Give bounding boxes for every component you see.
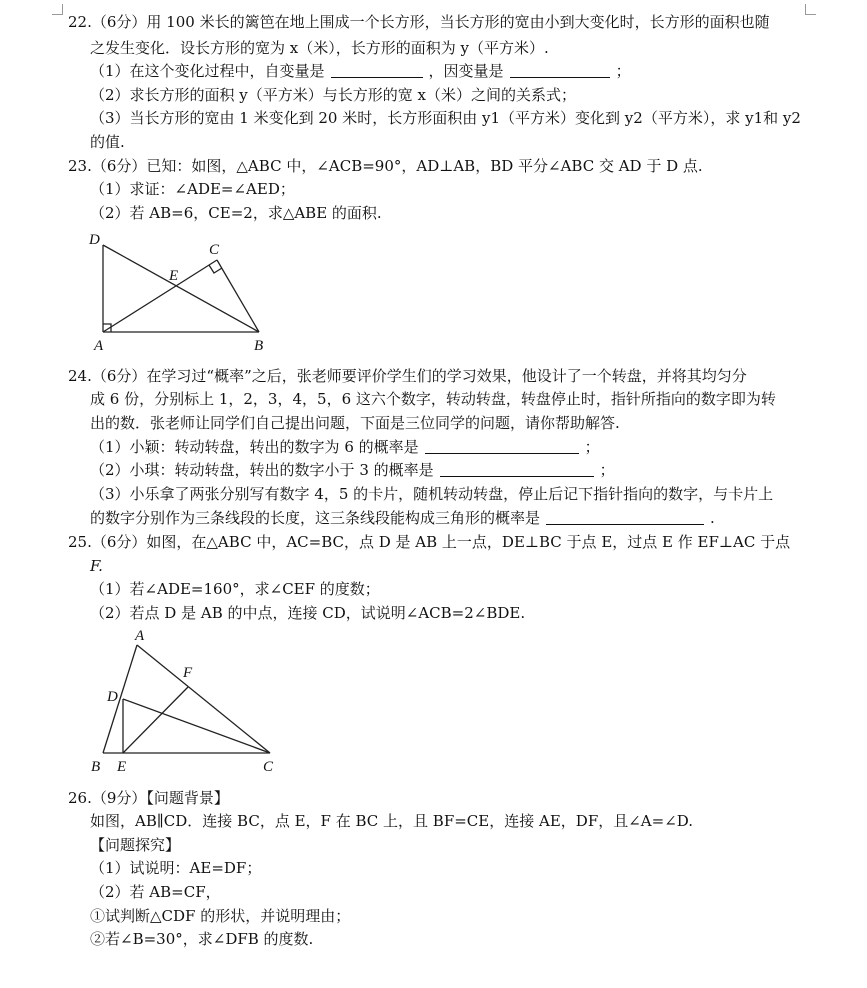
q22-blank-dependent[interactable]: [510, 63, 610, 78]
q24-line3: 出的数．张老师让同学们自己提出问题，下面是三位同学的问题，请你帮助解答.: [90, 414, 620, 432]
q24-part2: [90, 460, 615, 480]
q24-part3-end: .: [710, 509, 715, 527]
q25-seg-AC: [137, 645, 270, 753]
q25-label-F: F: [183, 665, 193, 681]
q24-line1: 24.（6分）在学习过“概率”之后，张老师要评价学生们的学习效果，他设计了一个转盘，并将其均匀分: [68, 367, 747, 385]
q23-seg-AC: [103, 260, 217, 332]
q24-part3-cont-text: 的数字分别作为三条线段的长度，这三条线段能构成三角形的概率是: [90, 509, 541, 527]
q24-blank-2[interactable]: [440, 462, 594, 477]
q24-part3-cont: [90, 508, 715, 528]
q24-blank-3[interactable]: [546, 510, 704, 525]
q23-line1: 23.（6分）已知：如图，△ABC 中，∠ACB=90°，AD⊥AB，BD 平分∠ABC 交 AD 于 D 点.: [68, 157, 703, 175]
q23-label-B: B: [254, 338, 264, 354]
q22-line2: 之发生变化．设长方形的宽为 x（米），长方形的面积为 y（平方米）.: [90, 39, 549, 57]
q24-part2-end: ；: [599, 461, 615, 479]
q23-label-A: A: [94, 338, 104, 354]
q26-part1: （1）试说明：AE=DF；: [90, 859, 262, 877]
q25-part2: （2）若点 D 是 AB 的中点，连接 CD，试说明∠ACB=2∠BDE.: [90, 604, 526, 622]
q25-label-C: C: [263, 759, 274, 775]
q22-part1: [90, 61, 631, 81]
q22-line1: 22.（6分）用 100 米长的篱笆在地上围成一个长方形，当长方形的宽由小到大变化时，长方形的面积也随: [68, 13, 770, 31]
q24-part2-text: （2）小琪：转动转盘，转出的数字小于 3 的概率是: [90, 461, 434, 479]
q26-line2: 如图，AB∥CD．连接 BC，点 E，F 在 BC 上，且 BF=CE，连接 AE，DF，且∠A=∠D.: [90, 812, 694, 830]
q25-label-A: A: [135, 628, 145, 644]
q24-part3: （3）小乐拿了两张分别写有数字 4，5 的卡片，随机转动转盘，停止后记下指针指向的数字，与卡片上: [90, 485, 774, 503]
q25-line1: 25.（6分）如图，在△ABC 中，AC=BC，点 D 是 AB 上一点，DE⊥BC 于点 E，过点 E 作 EF⊥AC 于点: [68, 533, 791, 551]
q22-part1-mid: ，因变量是: [428, 62, 504, 80]
q23-seg-DB: [103, 245, 259, 332]
q26-sub2: ②若∠B=30°，求∠DFB 的度数.: [90, 930, 314, 948]
q26-line3: 【问题探究】: [90, 836, 181, 854]
q25-figure: [85, 625, 285, 780]
q24-line2: 成 6 份，分别标上 1，2，3，4，5，6 这六个数字，转动转盘，转盘停止时，指针所指向的数字即为转: [90, 390, 776, 408]
q25-label-E: E: [117, 759, 127, 775]
q23-label-C: C: [209, 242, 220, 258]
q22-part1-text: （1）在这个变化过程中，自变量是: [90, 62, 325, 80]
q24-part1-text: （1）小颖：转动转盘，转出的数字为 6 的概率是: [90, 438, 419, 456]
q26-line1: 26.（9分）【问题背景】: [68, 789, 229, 807]
q26-part2: （2）若 AB=CF，: [90, 883, 221, 901]
q22-part3: （3）当长方形的宽由 1 米变化到 20 米时，长方形面积由 y1（平方米）变化到 y2（平方米），求 y1和 y2: [90, 109, 801, 127]
q25-line2: F.: [90, 557, 103, 575]
q23-label-E: E: [169, 268, 179, 284]
q25-label-B: B: [91, 759, 101, 775]
q25-seg-EF: [123, 687, 188, 753]
q22-blank-independent[interactable]: [331, 63, 423, 78]
q22-part1-end: ；: [615, 62, 631, 80]
q24-blank-1[interactable]: [425, 439, 579, 454]
q25-seg-DC: [123, 699, 270, 753]
q25-label-D: D: [107, 689, 118, 705]
q26-sub1: ①试判断△CDF 的形状，并说明理由；: [90, 907, 351, 925]
q23-figure: [85, 228, 285, 356]
q24-part1: [90, 437, 600, 457]
q25-part1: （1）若∠ADE=160°，求∠CEF 的度数；: [90, 580, 380, 598]
page-corner-mark-left: [52, 4, 63, 15]
q24-part1-end: ；: [584, 438, 600, 456]
q23-seg-CB: [217, 260, 259, 332]
q23-part2: （2）若 AB=6，CE=2，求△ABE 的面积.: [90, 204, 382, 222]
q22-part3-cont: 的值.: [90, 133, 125, 151]
q22-part2: （2）求长方形的面积 y（平方米）与长方形的宽 x（米）之间的关系式；: [90, 86, 577, 104]
page-corner-mark-right: [805, 4, 816, 15]
q23-part1: （1）求证：∠ADE=∠AED；: [90, 180, 295, 198]
q23-label-D: D: [89, 232, 100, 248]
